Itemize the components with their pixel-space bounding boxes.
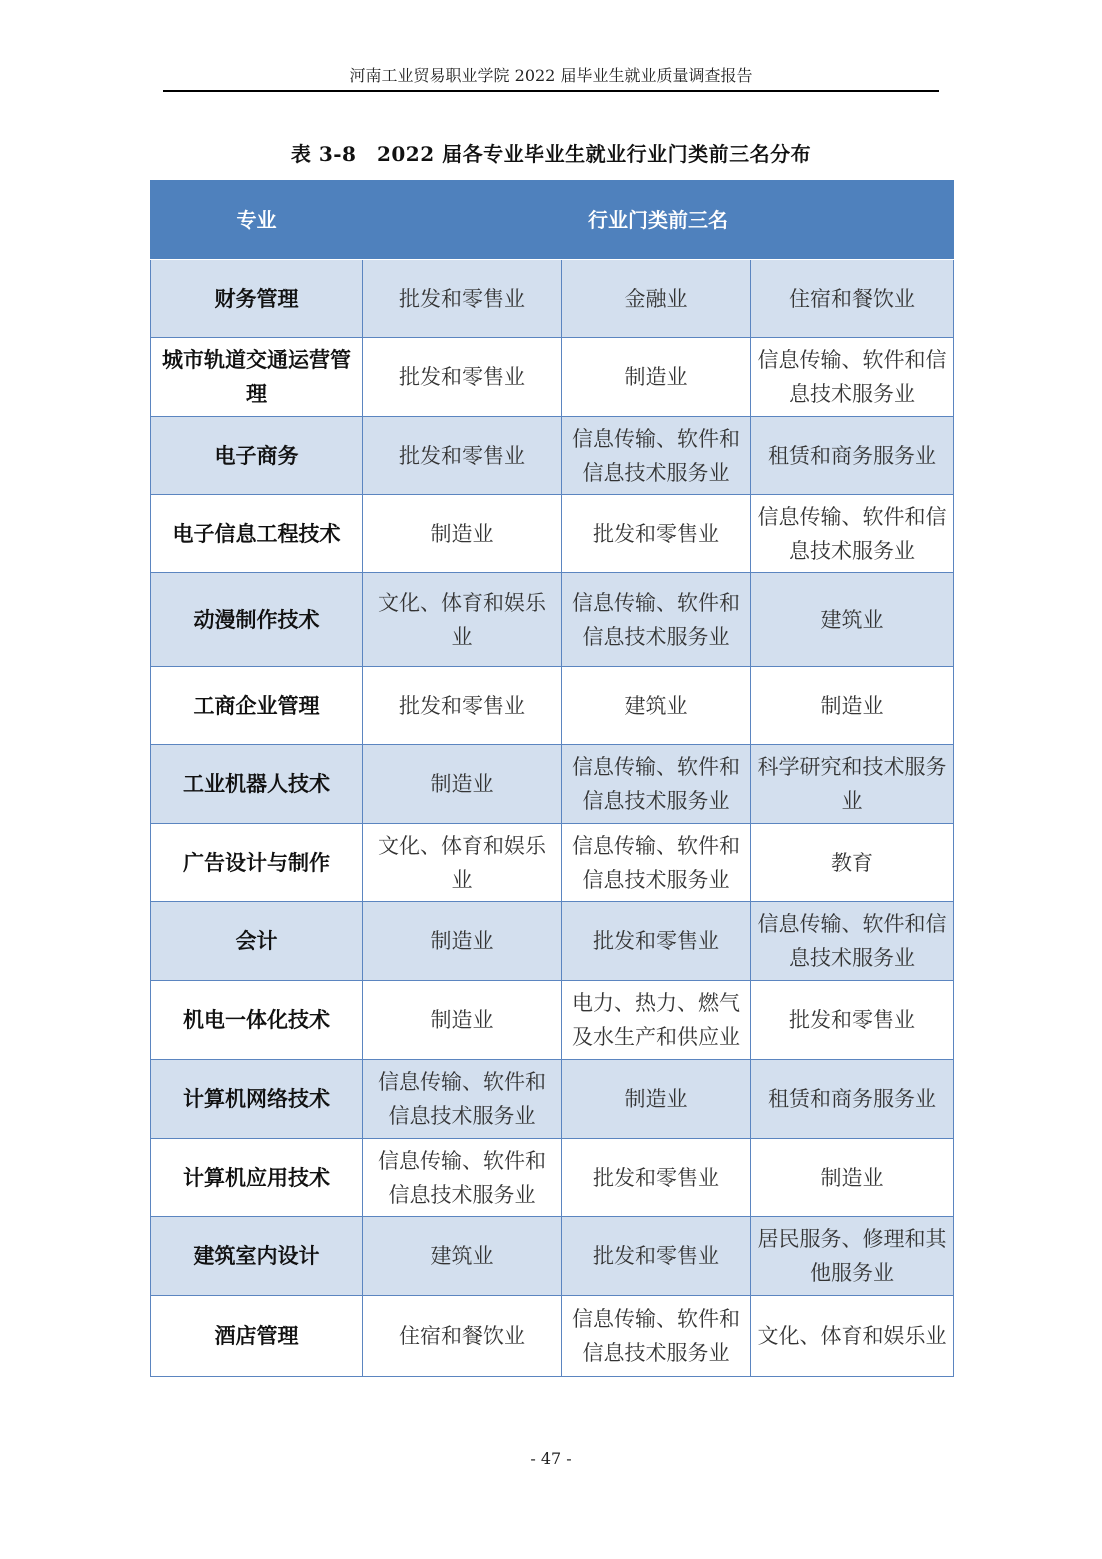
first-industry-cell [363,745,562,824]
table-body [151,260,954,1377]
major-cell-text: 电子信息工程技术 [172,520,341,546]
second-industry-cell [562,981,751,1060]
second-industry-cell [562,1060,751,1139]
third-industry-cell [751,1060,954,1139]
first-industry-cell-text: 批发和零售业 [399,365,525,389]
second-industry-cell [562,902,751,981]
page-number: - 47 - [530,1449,572,1468]
second-industry-cell-text: 信息传输、软件和信息技术服务业 [572,426,740,485]
second-industry-cell [562,338,751,417]
major-cell [151,902,363,981]
third-industry-cell-text: 信息传输、软件和信息技术服务业 [757,912,947,970]
major-cell [151,824,363,902]
third-industry-cell-text: 租赁和商务服务业 [768,1087,936,1111]
major-cell-text: 会计 [235,928,278,953]
first-industry-cell-text: 信息传输、软件和信息技术服务业 [378,1148,546,1207]
first-industry-cell [363,1296,562,1377]
second-industry-cell-text: 电力、热力、燃气及水生产和供应业 [572,991,740,1049]
second-industry-cell-text: 信息传输、软件和信息技术服务业 [572,755,740,813]
third-industry-cell [751,1139,954,1217]
first-industry-cell-text: 制造业 [430,521,494,546]
third-industry-cell-text: 居民服务、修理和其他服务业 [757,1227,947,1285]
first-industry-cell [363,667,562,745]
third-industry-cell [751,1296,954,1377]
third-industry-cell-text: 教育 [831,850,873,875]
first-industry-cell-text: 住宿和餐饮业 [399,1324,525,1348]
first-industry-cell [363,495,562,573]
major-cell-text: 机电一体化技术 [183,1007,330,1032]
first-industry-cell-text: 信息传输、软件和信息技术服务业 [378,1070,546,1128]
first-industry-cell [363,573,562,667]
second-industry-cell [562,824,751,902]
second-industry-cell-text: 信息传输、软件和信息技术服务业 [572,833,740,892]
second-industry-cell [562,417,751,495]
third-industry-cell [751,667,954,745]
third-industry-cell-text: 批发和零售业 [789,1008,915,1032]
second-industry-cell-text: 批发和零售业 [593,929,719,953]
third-industry-cell [751,981,954,1060]
table-row [151,745,954,824]
second-industry-cell [562,573,751,667]
third-industry-cell [751,824,954,902]
first-industry-cell-text: 批发和零售业 [399,443,525,468]
table-row [151,1060,954,1139]
first-industry-cell-text: 批发和零售业 [399,286,525,311]
major-cell [151,338,363,417]
major-cell-text: 城市轨道交通运营管理 [162,347,351,406]
second-industry-cell-text: 信息传输、软件和信息技术服务业 [572,1307,740,1365]
major-cell-text: 计算机网络技术 [183,1086,330,1111]
table-caption: 表 3-8 2022 届各专业毕业生就业行业门类前三名分布 [290,142,812,166]
first-industry-cell [363,260,562,338]
third-industry-cell [751,1217,954,1296]
second-industry-cell [562,1217,751,1296]
running-header: 河南工业贸易职业学院 2022 届毕业生就业质量调查报告 [163,62,939,92]
third-industry-cell-text: 信息传输、软件和信息技术服务业 [757,348,947,406]
table-row [151,981,954,1060]
major-cell [151,1217,363,1296]
third-industry-cell [751,260,954,338]
second-industry-cell-text: 金融业 [624,286,688,311]
third-industry-cell [751,495,954,573]
third-industry-cell-text: 信息传输、软件和信息技术服务业 [757,504,947,563]
first-industry-cell [363,1139,562,1217]
table-row [151,1217,954,1296]
major-cell-text: 电子商务 [214,442,299,468]
table-row [151,417,954,495]
second-industry-cell-text: 批发和零售业 [593,1165,719,1190]
second-industry-cell [562,1139,751,1217]
second-industry-cell-text: 建筑业 [624,693,688,718]
major-cell [151,1296,363,1377]
third-industry-cell [751,417,954,495]
first-industry-cell [363,902,562,981]
second-industry-cell [562,1296,751,1377]
third-industry-cell-text: 租赁和商务服务业 [768,443,936,468]
first-industry-cell-text: 制造业 [430,772,494,796]
first-industry-cell-text: 制造业 [430,1008,494,1032]
first-industry-cell-text: 文化、体育和娱乐业 [378,590,546,649]
second-industry-cell-text: 制造业 [624,365,688,389]
first-industry-cell [363,417,562,495]
industry-distribution-table [150,180,954,1377]
second-industry-cell-text: 制造业 [624,1087,688,1111]
major-cell-text: 财务管理 [214,285,299,311]
major-cell-text: 广告设计与制作 [183,849,330,875]
major-cell [151,260,363,338]
first-industry-cell-text: 制造业 [430,929,494,953]
third-industry-cell [751,573,954,667]
first-industry-cell [363,1217,562,1296]
major-cell [151,1139,363,1217]
first-industry-cell-text: 文化、体育和娱乐业 [378,833,546,892]
third-industry-cell [751,745,954,824]
second-industry-cell [562,495,751,573]
table-row [151,824,954,902]
first-industry-cell [363,1060,562,1139]
major-cell [151,667,363,745]
major-cell-text: 计算机应用技术 [183,1164,330,1190]
major-cell [151,573,363,667]
second-industry-cell-text: 批发和零售业 [593,521,719,546]
major-cell [151,981,363,1060]
second-industry-cell [562,745,751,824]
major-cell [151,417,363,495]
table-row [151,495,954,573]
major-cell-text: 工商企业管理 [193,692,320,718]
first-industry-cell [363,338,562,417]
first-industry-cell-text: 批发和零售业 [399,693,525,718]
table-row [151,260,954,338]
table-row [151,1296,954,1377]
second-industry-cell [562,667,751,745]
major-cell [151,745,363,824]
first-industry-cell [363,824,562,902]
table-row [151,338,954,417]
first-industry-cell-text: 建筑业 [430,1244,494,1268]
third-industry-cell-text: 文化、体育和娱乐业 [757,1324,947,1348]
major-cell-text: 工业机器人技术 [183,771,330,796]
table-row [151,902,954,981]
third-industry-cell-text: 建筑业 [820,607,884,632]
second-industry-cell-text: 信息传输、软件和信息技术服务业 [572,590,740,649]
third-industry-cell-text: 科学研究和技术服务业 [757,755,947,813]
third-industry-cell-text: 制造业 [820,693,884,718]
third-industry-cell [751,902,954,981]
second-industry-cell-text: 批发和零售业 [593,1244,719,1268]
third-industry-cell-text: 住宿和餐饮业 [789,286,915,311]
second-industry-cell [562,260,751,338]
first-industry-cell [363,981,562,1060]
table-header-row [151,181,954,260]
column-header-major: 专业 [151,181,363,260]
major-cell [151,495,363,573]
column-header-top3: 行业门类前三名 [363,181,954,260]
third-industry-cell-text: 制造业 [820,1165,884,1190]
third-industry-cell [751,338,954,417]
table-row [151,573,954,667]
major-cell-text: 动漫制作技术 [193,606,320,632]
major-cell [151,1060,363,1139]
major-cell-text: 酒店管理 [214,1323,299,1348]
table-row [151,667,954,745]
major-cell-text: 建筑室内设计 [193,1243,320,1268]
table-row [151,1139,954,1217]
